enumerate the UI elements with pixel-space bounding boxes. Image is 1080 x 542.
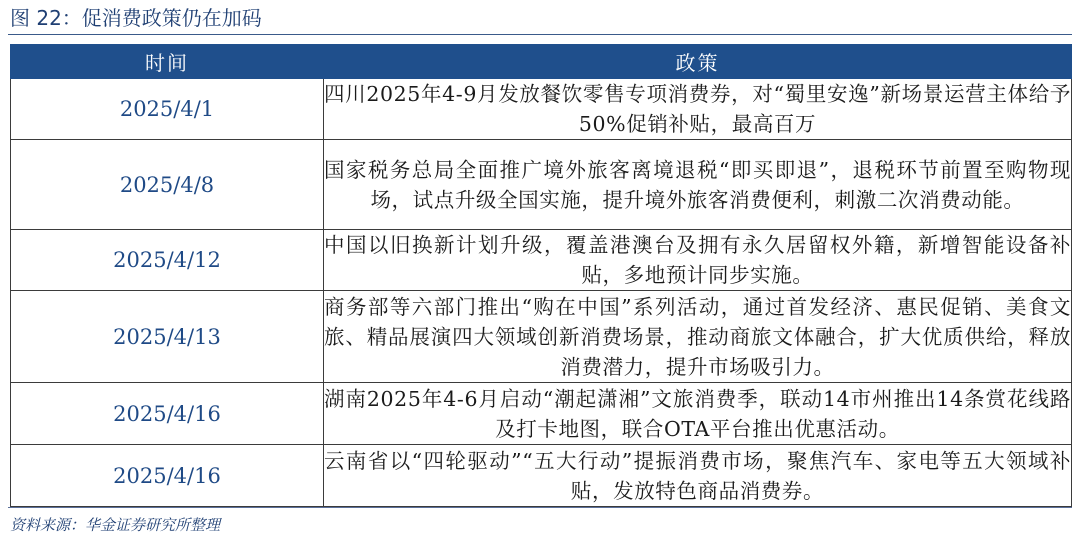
row-date: 2025/4/1: [11, 79, 324, 140]
table-row: [11, 140, 1072, 230]
row-policy: 商务部等六部门推出“购在中国”系列活动，通过首发经济、惠民促销、美食文旅、精品展演四大领域创新消费场景，推动商旅文体融合，扩大优质供给，释放消费潜力，提升市场吸引力。: [324, 291, 1072, 383]
row-date: 2025/4/16: [11, 383, 324, 445]
table-row: [11, 445, 1072, 507]
row-policy: 云南省以“四轮驱动”“五大行动”提振消费市场，聚焦汽车、家电等五大领域补贴，发放特色商品消费券。: [324, 445, 1072, 507]
bottom-divider: [8, 507, 1072, 508]
table-row: [11, 230, 1072, 291]
row-policy: 四川2025年4-9月发放餐饮零售专项消费券，对“蜀里安逸”新场景运营主体给予50%促销补贴，最高百万: [324, 79, 1072, 140]
source-note: 资料来源：华金证券研究所整理: [10, 516, 221, 534]
row-date: 2025/4/8: [11, 140, 324, 230]
column-header-date: 时间: [11, 45, 324, 79]
row-policy: 国家税务总局全面推广境外旅客离境退税“即买即退”，退税环节前置至购物现场，试点升级全国实施，提升境外旅客消费便利，刺激二次消费动能。: [324, 140, 1072, 230]
row-policy: 中国以旧换新计划升级，覆盖港澳台及拥有永久居留权外籍，新增智能设备补贴，多地预计同步实施。: [324, 230, 1072, 291]
row-policy: 湖南2025年4-6月启动“潮起潇湘”文旅消费季，联动14市州推出14条赏花线路及打卡地图，联合OTA平台推出优惠活动。: [324, 383, 1072, 445]
column-header-policy: 政策: [324, 45, 1072, 79]
table-header-row: [11, 45, 1072, 79]
table-row: [11, 291, 1072, 383]
row-date: 2025/4/12: [11, 230, 324, 291]
row-date: 2025/4/16: [11, 445, 324, 507]
figure-title: 图 22：促消费政策仍在加码: [10, 6, 262, 30]
table-row: [11, 79, 1072, 140]
title-divider: [8, 34, 1072, 35]
row-date: 2025/4/13: [11, 291, 324, 383]
table-row: [11, 383, 1072, 445]
policy-table: [10, 44, 1072, 507]
